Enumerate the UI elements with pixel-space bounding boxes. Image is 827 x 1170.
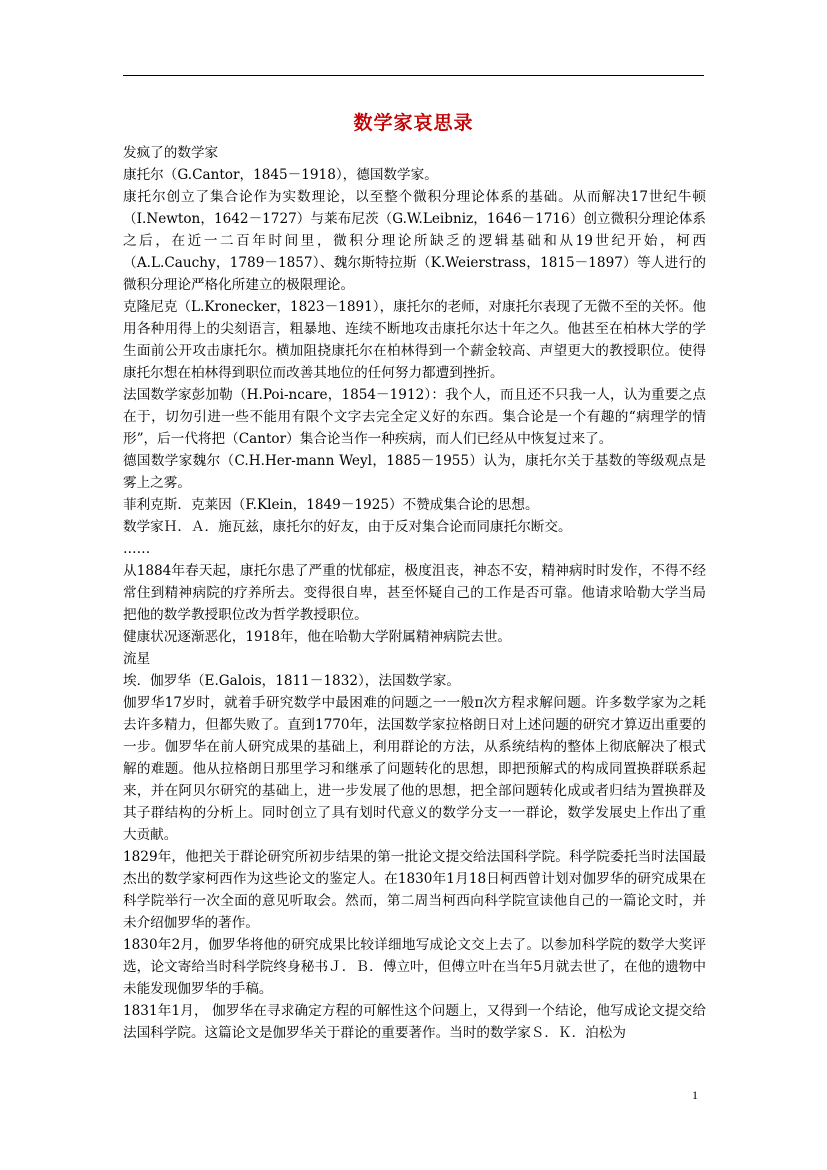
section-heading-meteor: 流星 xyxy=(123,651,151,667)
page-title: 数学家哀思录 xyxy=(353,112,474,134)
section-heading-mad-mathematician: 发疯了的数学家 xyxy=(123,145,219,161)
paragraph: 埃．伽罗华（E.Galois，1811－1832），法国数学家。 xyxy=(123,673,460,689)
header-rule xyxy=(123,75,704,76)
paragraph: 从1884年春天起，康托尔患了严重的忧郁症，极度沮丧，神态不安，精神病时时发作，不得不经常住到精神病院的疗养所去。变得很自卑，甚至怀疑自己的工作是否可靠。他请求哈勒大学当局把他的数学教授职位改为哲学教授职位。 xyxy=(123,563,706,623)
paragraph: 1831年1月， 伽罗华在寻求确定方程的可解性这个问题上，又得到一个结论，他写成论文提交给法国科学院。这篇论文是伽罗华关于群论的重要著作。当时的数学家Ｓ．Ｋ．泊松为 xyxy=(123,1003,706,1041)
paragraph: 1829年，他把关于群论研究所初步结果的第一批论文提交给法国科学院。科学院委托当时法国最杰出的数学家柯西作为这些论文的鉴定人。在1830年1月18日柯西曾计划对伽罗华的研究成果在科学院举行一次全面的意见听取会。然而，第二周当柯西向科学院宣读他自己的一篇论文时，并未介绍伽罗华的著作。 xyxy=(123,849,706,931)
ellipsis: …… xyxy=(123,541,151,557)
paragraph: 康托尔创立了集合论作为实数理论，以至整个微积分理论体系的基础。从而解决17世纪牛顿（I.Newton，1642－1727）与莱布尼茨（G.W.Leibniz，1646－1716）创立微积分理论体系之后，在近一二百年时间里，微积分理论所缺乏的逻辑基础和从19世纪开始，柯西（A.L.Cauchy，1789－1857）、魏尔斯特拉斯（K.Weierstrass，1815－1897）等人进行的微积分理论严格化所建立的极限理论。 xyxy=(123,189,706,293)
paragraph: 德国数学家魏尔（C.H.Her-mann Weyl，1885－1955）认为，康托尔关于基数的等级观点是雾上之雾。 xyxy=(123,453,706,491)
paragraph: 康托尔（G.Cantor，1845－1918），德国数学家。 xyxy=(123,167,438,183)
page-number: 1 xyxy=(692,1088,698,1102)
paragraph: 健康状况逐渐恶化，1918年，他在哈勒大学附属精神病院去世。 xyxy=(123,629,512,645)
document-body xyxy=(123,142,706,1044)
paragraph: 伽罗华17岁时，就着手研究数学中最困难的问题之一一般π次方程求解问题。许多数学家为之耗去许多精力，但都失败了。直到1770年，法国数学家拉格朗日对上述问题的研究才算迈出重要的一步。伽罗华在前人研究成果的基础上，利用群论的方法，从系统结构的整体上彻底解决了根式解的难题。他从拉格朗日那里学习和继承了问题转化的思想，即把预解式的构成同置换群联系起来，并在阿贝尔研究的基础上，进一步发展了他的思想，把全部问题转化成或者归结为置换群及其子群结构的分析上。同时创立了具有划时代意义的数学分支一一群论，数学发展史上作出了重大贡献。 xyxy=(123,695,706,843)
paragraph: 法国数学家彭加勒（H.Poi-ncare，1854－1912）：我个人，而且还不只我一人，认为重要之点在于，切勿引进一些不能用有限个文字去完全定义好的东西。集合论是一个有趣的“病理学的情形”，后一代将把（Cantor）集合论当作一种疾病，而人们已经从中恢复过来了。 xyxy=(123,387,706,447)
paragraph: 克隆尼克（L.Kronecker，1823－1891），康托尔的老师，对康托尔表现了无微不至的关怀。他用各种用得上的尖刻语言，粗暴地、连续不断地攻击康托尔达十年之久。他甚至在柏林大学的学生面前公开攻击康托尔。横加阻挠康托尔在柏林得到一个薪金较高、声望更大的教授职位。使得康托尔想在柏林得到职位而改善其地位的任何努力都遭到挫折。 xyxy=(123,299,706,381)
paragraph: 1830年2月，伽罗华将他的研究成果比较详细地写成论文交上去了。以参加科学院的数学大奖评选，论文寄给当时科学院终身秘书Ｊ．Ｂ．傅立叶，但傅立叶在当年5月就去世了，在他的遗物中未能发现伽罗华的手稿。 xyxy=(123,937,706,997)
paragraph: 菲利克斯．克莱因（F.Klein，1849－1925）不赞成集合论的思想。 xyxy=(123,497,539,513)
paragraph: 数学家Ｈ．Ａ．施瓦兹，康托尔的好友，由于反对集合论而同康托尔断交。 xyxy=(123,519,572,535)
